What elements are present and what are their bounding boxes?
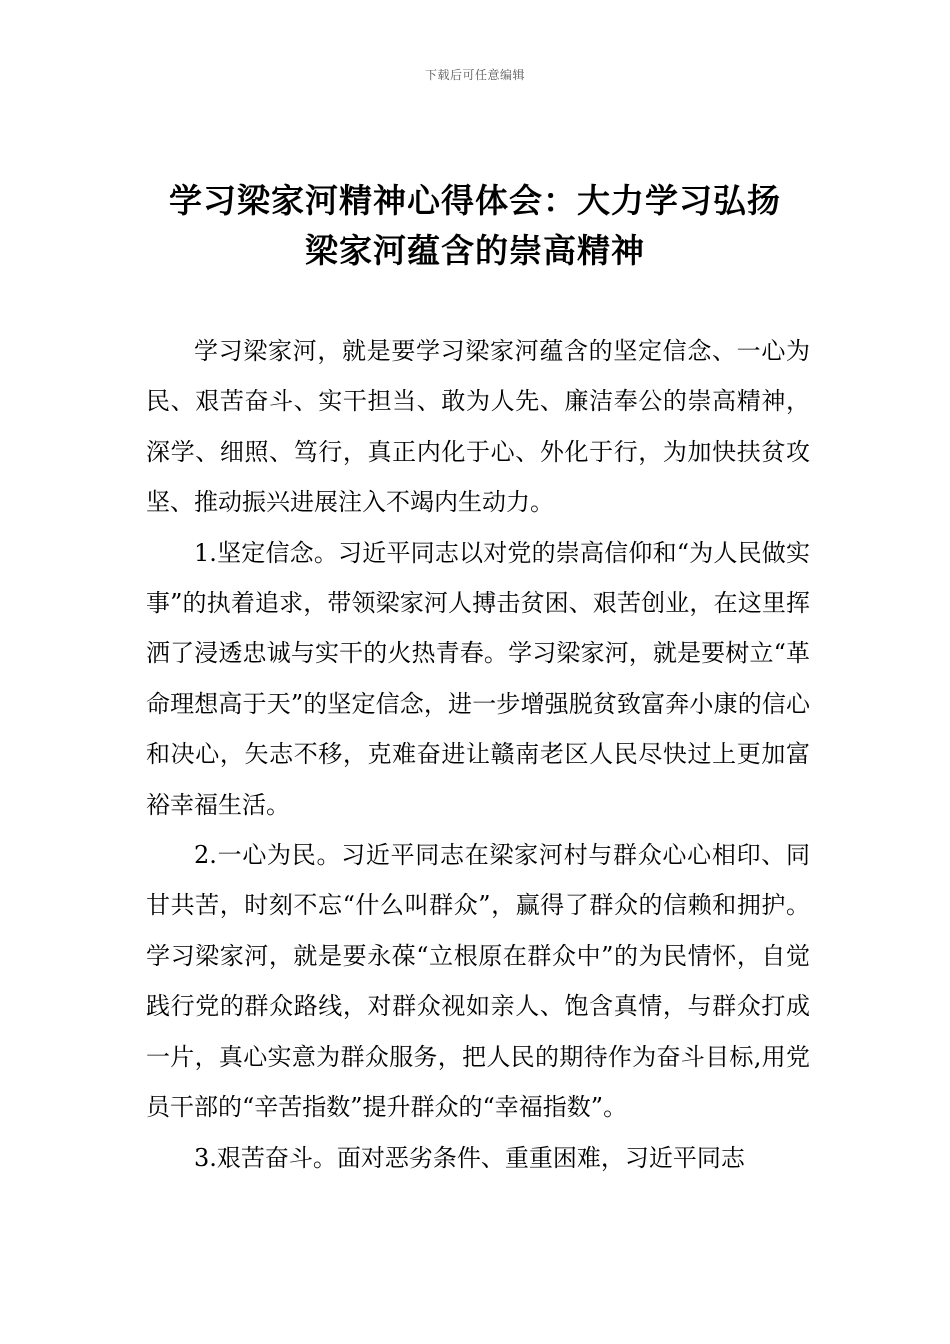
- document-title: [120, 176, 830, 276]
- document-body: [146, 326, 810, 1183]
- paragraph-intro: 学习梁家河，就是要学习梁家河蕴含的坚定信念、一心为民、艰苦奋斗、实干担当、敢为人先、廉洁奉公的崇高精神，深学、细照、笃行，真正内化于心、外化于行，为加快扶贫攻坚、推动振兴进展注入不竭内生动力。: [146, 337, 810, 517]
- header-note: 下载后可任意编辑: [424, 68, 525, 82]
- paragraph-serve-people: 2.一心为民。习近平同志在梁家河村与群众心心相印、同甘共苦，时刻不忘“什么叫群众”，赢得了群众的信赖和拥护。学习梁家河，就是要永葆“立根原在群众中”的为民情怀，自觉践行党的群众路线，对群众视如亲人、饱含真情，与群众打成一片，真心实意为群众服务，把人民的期待作为奋斗目标,用党员干部的“辛苦指数”提升群众的“幸福指数”。: [146, 841, 810, 1122]
- title-line-2: 梁家河蕴含的崇高精神: [305, 231, 645, 270]
- title-line-1: 学习梁家河精神心得体会：大力学习弘扬: [169, 181, 781, 220]
- paragraph-firm-belief: 1.坚定信念。习近平同志以对党的崇高信仰和“为人民做实事”的执着追求，带领梁家河人搏击贫困、艰苦创业，在这里挥洒了浸透忠诚与实干的火热青春。学习梁家河，就是要树立“革命理想高于天”的坚定信念，进一步增强脱贫致富奔小康的信心和决心，矢志不移，克难奋进让赣南老区人民尽快过上更加富裕幸福生活。: [146, 538, 810, 819]
- paragraph-hard-struggle: 3.艰苦奋斗。面对恶劣条件、重重困难，习近平同志: [194, 1143, 745, 1172]
